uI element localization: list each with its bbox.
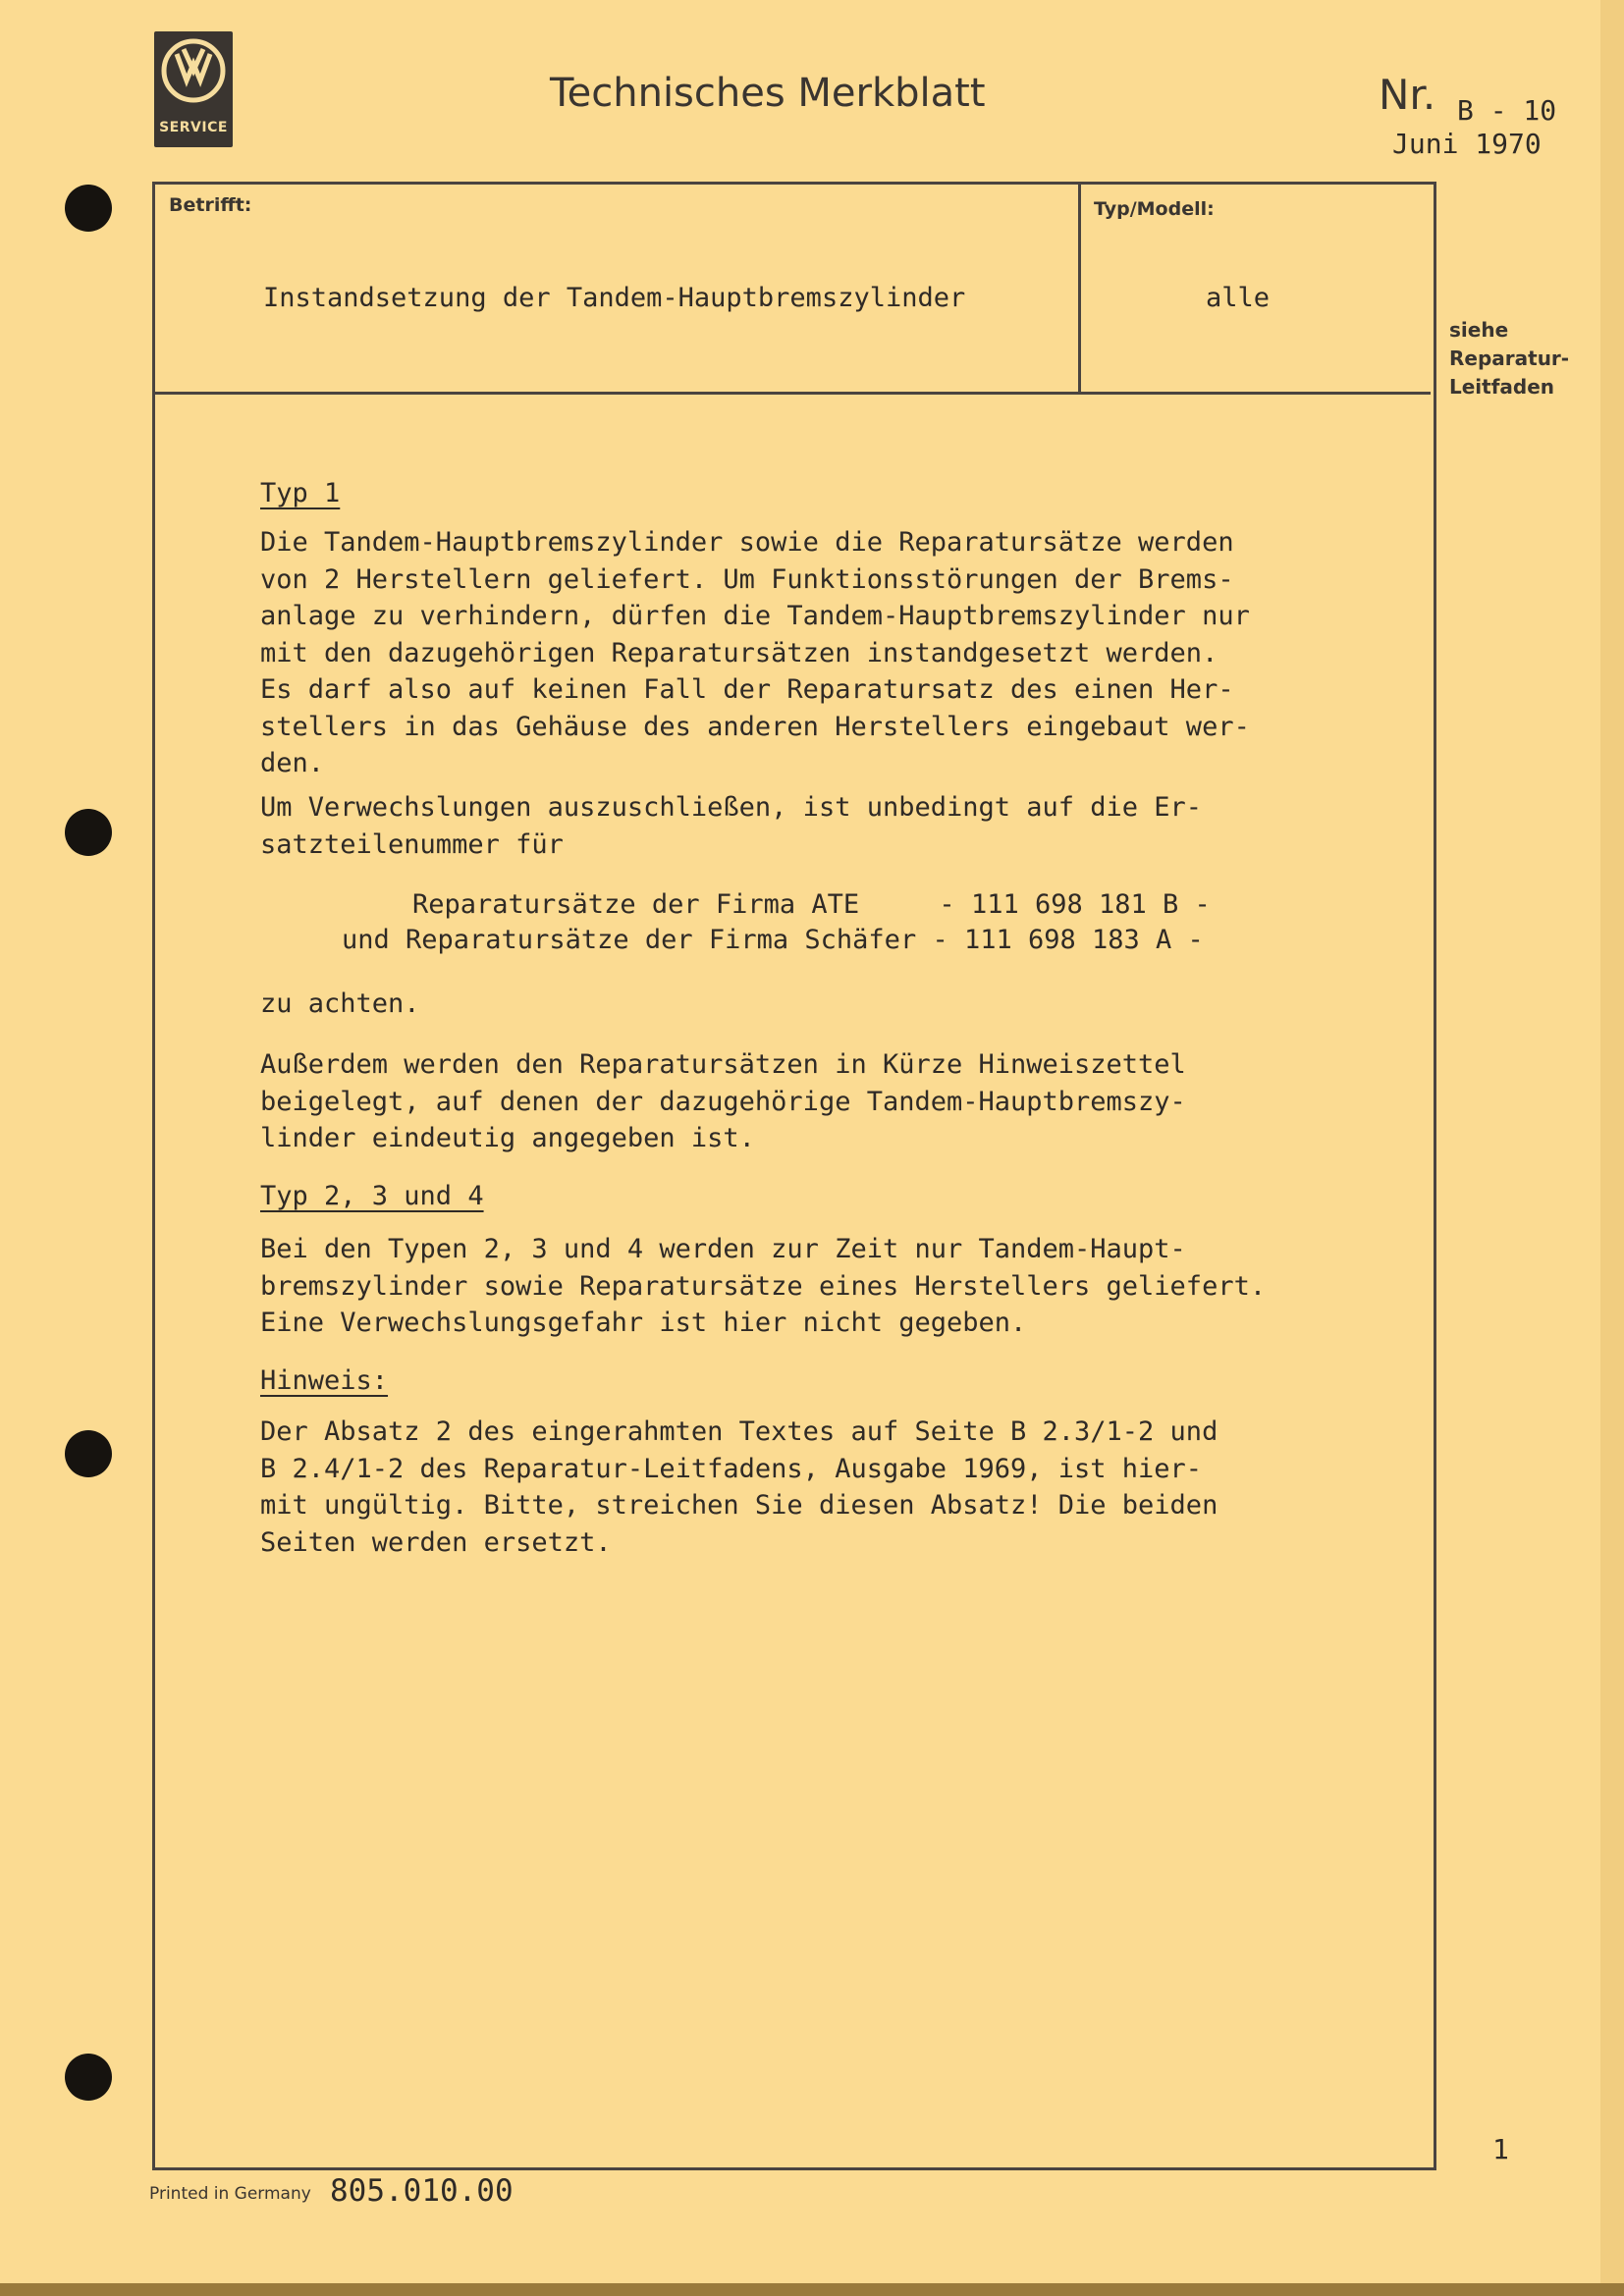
typ1-paragraph-3 <box>260 986 1340 1023</box>
text-line: mit ungültig. Bitte, streichen Sie diesen Absatz! Die beiden <box>260 1490 1218 1521</box>
number-label: Nr. <box>1379 71 1436 119</box>
text-line: Die Tandem-Hauptbremszylinder sowie die Reparatursätze werden <box>260 527 1234 558</box>
text-line: Eine Verwechslungsgefahr ist hier nicht gegeben. <box>260 1308 1027 1338</box>
note-paragraph <box>260 1414 1340 1561</box>
vw-logo <box>154 31 233 147</box>
typ1-paragraph-1 <box>260 524 1340 782</box>
number-value: B - 10 <box>1457 94 1557 127</box>
text-line: beigelegt, auf denen der dazugehörige Tandem-Hauptbremszy- <box>260 1086 1186 1117</box>
issue-date: Juni 1970 <box>1392 128 1542 160</box>
logo-service-text: SERVICE <box>159 120 228 135</box>
text-line: Es darf also auf keinen Fall der Reparatursatz des einen Her- <box>260 674 1234 705</box>
text-line: Außerdem werden den Reparatursätzen in Kürze Hinweiszettel <box>260 1049 1186 1080</box>
part-number-ate: Reparatursätze der Firma ATE - 111 698 181 B - <box>412 889 1211 920</box>
model-label: Typ/Modell: <box>1094 198 1215 220</box>
text-line: bremszylinder sowie Reparatursätze eines Herstellers geliefert. <box>260 1270 1267 1302</box>
punch-hole <box>65 185 112 232</box>
paper-edge <box>1600 0 1624 2283</box>
side-note-line: siehe <box>1449 318 1509 342</box>
typ234-heading <box>260 1178 1340 1215</box>
text-line: Der Absatz 2 des eingerahmten Textes auf Seite B 2.3/1-2 und <box>260 1416 1218 1447</box>
text-line: Seiten werden ersetzt. <box>260 1526 612 1558</box>
text-line: zu achten. <box>260 988 420 1019</box>
typ1-paragraph-2 <box>260 789 1340 863</box>
model-text: alle <box>1206 283 1271 313</box>
typ1-paragraph-4 <box>260 1046 1340 1157</box>
page-number: 1 <box>1492 2133 1509 2165</box>
typ1-heading-text: Typ 1 <box>260 478 341 508</box>
punch-hole <box>65 809 112 856</box>
part-number-schaefer: und Reparatursätze der Firma Schäfer - 111 698 183 A - <box>342 925 1204 955</box>
side-note <box>1449 316 1569 401</box>
document-code: 805.010.00 <box>330 2173 514 2209</box>
text-line: linder eindeutig angegeben ist. <box>260 1123 755 1153</box>
side-note-line: Leitfaden <box>1449 375 1555 399</box>
subject-text: Instandsetzung der Tandem-Hauptbremszylinder <box>263 283 966 313</box>
text-line: stellers in das Gehäuse des anderen Herstellers eingebaut wer- <box>260 711 1250 742</box>
note-heading-text: Hinweis: <box>260 1365 389 1396</box>
text-line: Um Verwechslungen auszuschließen, ist unbedingt auf die Er- <box>260 792 1203 823</box>
text-line: B 2.4/1-2 des Reparatur-Leitfadens, Ausgabe 1969, ist hier- <box>260 1453 1203 1484</box>
text-line: den. <box>260 748 325 778</box>
subject-label: Betrifft: <box>169 194 252 216</box>
punch-hole <box>65 1430 112 1477</box>
subject-divider <box>1078 184 1081 393</box>
side-note-line: Reparatur- <box>1449 347 1570 370</box>
printed-in-label: Printed in Germany <box>149 2184 311 2204</box>
text-line: von 2 Herstellern geliefert. Um Funktionsstörungen der Brems- <box>260 563 1234 595</box>
punch-hole <box>65 2054 112 2101</box>
text-line: satzteilenummer für <box>260 828 564 860</box>
note-heading <box>260 1362 1340 1400</box>
typ234-paragraph <box>260 1231 1340 1342</box>
text-line: mit den dazugehörigen Reparatursätzen instandgesetzt werden. <box>260 637 1218 668</box>
text-line: anlage zu verhindern, dürfen die Tandem-Hauptbremszylinder nur <box>260 601 1250 631</box>
typ234-heading-text: Typ 2, 3 und 4 <box>260 1181 484 1211</box>
page-title: Technisches Merkblatt <box>550 71 986 116</box>
vw-emblem-icon <box>160 37 227 104</box>
typ1-heading <box>260 475 1340 512</box>
text-line: Bei den Typen 2, 3 und 4 werden zur Zeit nur Tandem-Haupt- <box>260 1234 1186 1264</box>
